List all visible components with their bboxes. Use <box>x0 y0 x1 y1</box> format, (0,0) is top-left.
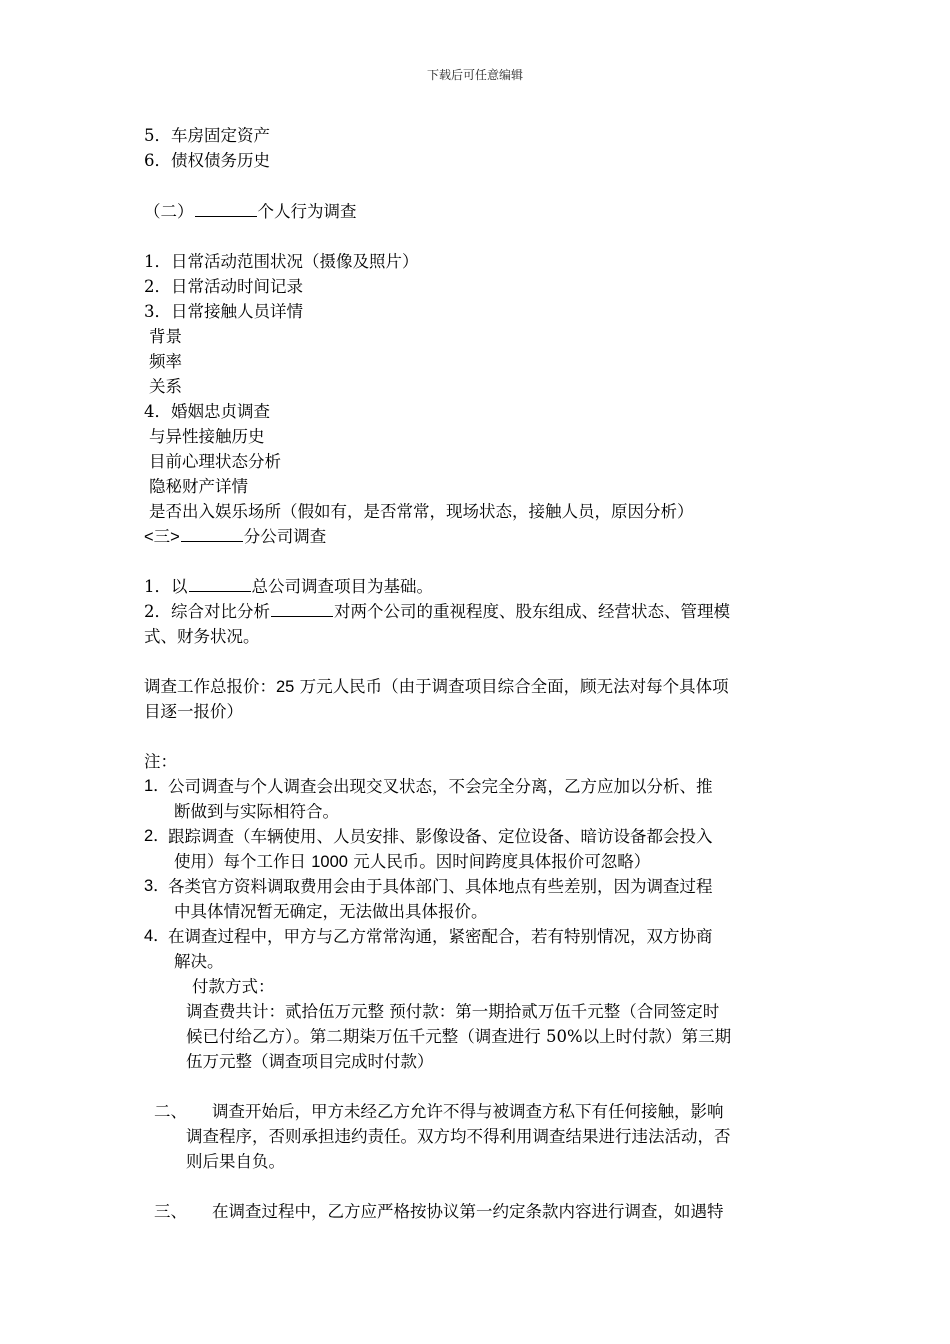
marriage-sub-item: 与异性接触历史 <box>149 427 265 446</box>
contact-sub-relation: 关系 <box>149 377 182 396</box>
note-3-line-2: 中具体情况暂无确定，无法做出具体报价。 <box>174 902 488 921</box>
asset-item-5: 5．车房固定资产 <box>144 126 270 145</box>
branch-item-2-post: 对两个公司的重视程度、股东组成、经营状态、管理模 <box>334 602 730 621</box>
quote-amount: 25 <box>276 678 295 696</box>
note-number-1: 1． <box>144 777 170 795</box>
payment-line-1: 调查费共计：贰拾伍万元整 预付款：第一期拾贰万伍千元整（合同签定时 <box>186 1002 720 1021</box>
marriage-sub-item: 目前心理状态分析 <box>149 452 281 471</box>
branch-item-2 <box>144 599 730 624</box>
personal-item-1: 1．日常活动范围状况（摄像及照片） <box>144 252 419 271</box>
marriage-sub-item: 隐秘财产详情 <box>149 477 248 496</box>
clause-2-line-2: 调查程序，否则承担违约责任。双方均不得利用调查结果进行违法活动，否 <box>186 1127 731 1146</box>
asset-item-6: 6．债权债务历史 <box>144 151 270 170</box>
section-2-number: （二） <box>144 202 194 221</box>
clause-2-line-1: 调查开始后，甲方未经乙方允许不得与被调查方私下有任何接触，影响 <box>212 1102 724 1121</box>
note-number-2: 2． <box>144 827 170 845</box>
payment-line-3: 伍万元整（调查项目完成时付款） <box>186 1052 434 1071</box>
clause-2-number: 二、 <box>154 1102 187 1121</box>
section-3-number: <三> <box>144 528 180 546</box>
note-2-line-2 <box>174 849 650 875</box>
note-4-line-2: 解决。 <box>174 952 224 971</box>
note-2-text: 元人民币。因时间跨度具体报价可忽略） <box>347 852 651 871</box>
branch-item-2-cont: 式、财务状况。 <box>144 627 260 646</box>
clause-3-number: 三、 <box>154 1202 187 1221</box>
contact-sub-background: 背景 <box>149 327 182 346</box>
note-2-line-1: 跟踪调查（车辆使用、人员安排、影像设备、定位设备、暗访设备都会投入 <box>168 827 713 846</box>
note-2-amount: 1000 <box>311 853 348 871</box>
branch-item-1 <box>144 574 433 599</box>
personal-item-2: 2．日常活动时间记录 <box>144 277 303 296</box>
note-4-line-1: 在调查过程中，甲方与乙方常常沟通，紧密配合，若有特别情况，双方协商 <box>168 927 713 946</box>
branch-item-2-pre: 2．综合对比分析 <box>144 602 270 621</box>
marriage-sub-item: 是否出入娱乐场所（假如有，是否常常，现场状态，接触人员，原因分析） <box>149 502 694 521</box>
fill-blank <box>189 574 251 592</box>
quote-text: 万元人民币（由于调查项目综合全面，顾无法对每个具体项 <box>294 677 729 696</box>
section-3-heading <box>144 524 326 550</box>
fill-blank <box>181 524 243 542</box>
note-title: 注： <box>144 752 177 771</box>
total-quote <box>144 674 729 700</box>
fill-blank <box>271 599 333 617</box>
personal-item-4: 4．婚姻忠贞调查 <box>144 402 270 421</box>
clause-3-line-1: 在调查过程中，乙方应严格按协议第一约定条款内容进行调查，如遇特 <box>212 1202 724 1221</box>
note-3-line-1: 各类官方资料调取费用会由于具体部门、具体地点有些差别，因为调查过程 <box>168 877 713 896</box>
page-header: 下载后可任意编辑 <box>426 68 523 82</box>
branch-item-1-post: 总公司调查项目为基础。 <box>251 577 433 596</box>
note-1-line-2: 断做到与实际相符合。 <box>174 802 339 821</box>
section-2-title: 个人行为调查 <box>257 202 357 221</box>
total-quote-cont: 目逐一报价） <box>144 702 243 721</box>
section-2-heading <box>144 199 357 224</box>
personal-item-3: 3．日常接触人员详情 <box>144 302 303 321</box>
quote-label: 调查工作总报价： <box>144 677 276 696</box>
fill-blank <box>195 199 257 217</box>
payment-line-2: 候已付给乙方）。第二期柒万伍千元整（调查进行 50%以上时付款）第三期 <box>186 1027 732 1046</box>
section-3-title: 分公司调查 <box>243 527 327 546</box>
note-2-text: 使用）每个工作日 <box>174 852 312 871</box>
branch-item-1-pre: 1．以 <box>144 577 188 596</box>
note-number-4: 4． <box>144 927 170 945</box>
note-1-line-1: 公司调查与个人调查会出现交叉状态，不会完全分离，乙方应加以分析、推 <box>168 777 713 796</box>
contact-sub-frequency: 频率 <box>149 352 182 371</box>
payment-title: 付款方式： <box>192 977 275 996</box>
clause-2-line-3: 则后果自负。 <box>186 1152 285 1171</box>
note-number-3: 3． <box>144 877 170 895</box>
